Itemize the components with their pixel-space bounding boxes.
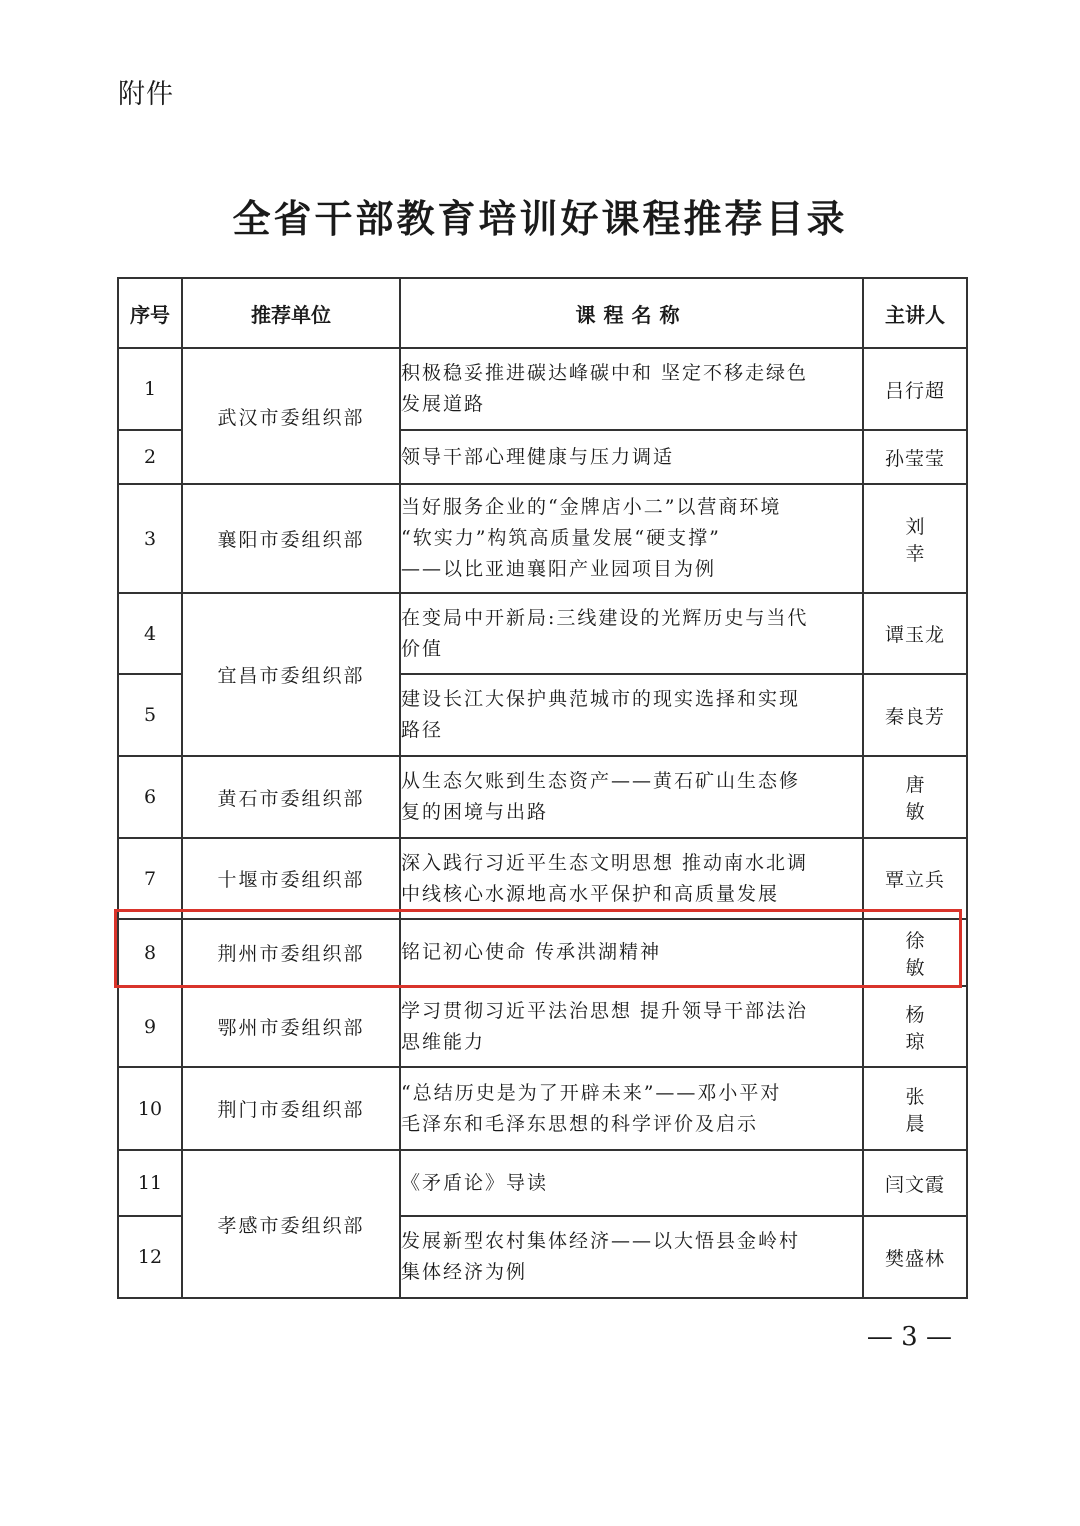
row-number: 10 <box>118 1067 182 1150</box>
table-row <box>118 986 967 1067</box>
row-8-highlight-box <box>114 909 962 988</box>
table-header-row <box>118 278 967 348</box>
course-line: “总结历史是为了开辟未来”——邓小平对 <box>401 1081 782 1104</box>
recommending-unit: 黄石市委组织部 <box>182 756 400 838</box>
course-name <box>400 1216 863 1298</box>
row-number: 11 <box>118 1150 182 1216</box>
row-number: 12 <box>118 1216 182 1298</box>
course-line: 发展新型农村集体经济——以大悟县金岭村 <box>401 1230 801 1252</box>
speaker: 张 晨 <box>863 1067 967 1150</box>
speaker: 秦良芳 <box>863 674 967 756</box>
speaker: 杨 琼 <box>863 986 967 1067</box>
table-row <box>118 1150 967 1216</box>
row-number: 3 <box>118 484 182 593</box>
row-number: 6 <box>118 756 182 838</box>
speaker: 孙莹莹 <box>863 430 967 484</box>
page-number: — 3 — <box>866 1322 952 1352</box>
course-name <box>400 348 863 430</box>
course-line: 建设长江大保护典范城市的现实选择和实现 <box>401 688 801 710</box>
speaker: 樊盛林 <box>863 1216 967 1298</box>
row-number: 8 <box>118 919 182 986</box>
recommending-unit: 武汉市委组织部 <box>182 348 400 484</box>
course-name <box>400 1067 863 1150</box>
course-line: 铭记初心使命 传承洪湖精神 <box>401 941 662 963</box>
course-line: 中线核心水源地高水平保护和高质量发展 <box>401 882 780 905</box>
course-name <box>400 986 863 1067</box>
recommending-unit: 孝感市委组织部 <box>182 1150 400 1298</box>
course-catalog-table <box>117 277 968 1299</box>
speaker: 唐 敏 <box>863 756 967 838</box>
course-line: ——以比亚迪襄阳产业园项目为例 <box>401 558 717 580</box>
course-line: 思维能力 <box>401 1030 486 1053</box>
row-number: 5 <box>118 674 182 756</box>
table-row <box>118 1067 967 1150</box>
course-line: 路径 <box>401 719 444 741</box>
row-number: 4 <box>118 593 182 674</box>
course-line: 领导干部心理健康与压力调适 <box>401 445 675 468</box>
course-line: 积极稳妥推进碳达峰碳中和 坚定不移走绿色 <box>401 362 809 384</box>
course-name <box>400 430 863 484</box>
recommending-unit: 宜昌市委组织部 <box>182 593 400 756</box>
document-title: 全省干部教育培训好课程推荐目录 <box>232 197 848 241</box>
speaker: 覃立兵 <box>863 838 967 919</box>
row-number: 7 <box>118 838 182 919</box>
course-line: 集体经济为例 <box>401 1261 528 1283</box>
recommending-unit: 襄阳市委组织部 <box>182 484 400 593</box>
recommending-unit: 荆门市委组织部 <box>182 1067 400 1150</box>
course-line: 学习贯彻习近平法治思想 提升领导干部法治 <box>401 999 809 1022</box>
table-row <box>118 484 967 593</box>
course-name <box>400 593 863 674</box>
speaker: 刘 幸 <box>863 484 967 593</box>
speaker: 闫文霞 <box>863 1150 967 1216</box>
course-name <box>400 756 863 838</box>
course-line: 当好服务企业的“金牌店小二”以营商环境 <box>401 496 782 518</box>
header-no: 序号 <box>118 278 182 348</box>
course-line: “软实力”构筑高质量发展“硬支撑” <box>401 527 721 549</box>
course-line: 毛泽东和毛泽东思想的科学评价及启示 <box>401 1112 759 1135</box>
recommending-unit: 十堰市委组织部 <box>182 838 400 919</box>
course-line: 发展道路 <box>401 393 486 415</box>
table-row <box>118 348 967 430</box>
course-line: 价值 <box>401 637 444 660</box>
speaker: 徐 敏 <box>863 919 967 986</box>
header-course: 课程名称 <box>400 278 863 348</box>
course-line: 在变局中开新局:三线建设的光辉历史与当代 <box>401 606 809 629</box>
course-name <box>400 484 863 593</box>
header-unit: 推荐单位 <box>182 278 400 348</box>
table-row <box>118 756 967 838</box>
course-name <box>400 838 863 919</box>
table-row <box>118 838 967 919</box>
row-number: 9 <box>118 986 182 1067</box>
course-line: 《矛盾论》导读 <box>401 1171 549 1194</box>
row-number: 1 <box>118 348 182 430</box>
speaker: 谭玉龙 <box>863 593 967 674</box>
course-line: 复的困境与出路 <box>401 801 549 823</box>
recommending-unit: 荆州市委组织部 <box>182 919 400 986</box>
speaker: 吕行超 <box>863 348 967 430</box>
course-name <box>400 1150 863 1216</box>
course-line: 从生态欠账到生态资产——黄石矿山生态修 <box>401 770 801 792</box>
table-row <box>118 593 967 674</box>
attachment-label: 附件 <box>118 79 174 110</box>
course-line: 深入践行习近平生态文明思想 推动南水北调 <box>401 851 809 874</box>
course-name <box>400 674 863 756</box>
header-speaker: 主讲人 <box>863 278 967 348</box>
recommending-unit: 鄂州市委组织部 <box>182 986 400 1067</box>
row-number: 2 <box>118 430 182 484</box>
